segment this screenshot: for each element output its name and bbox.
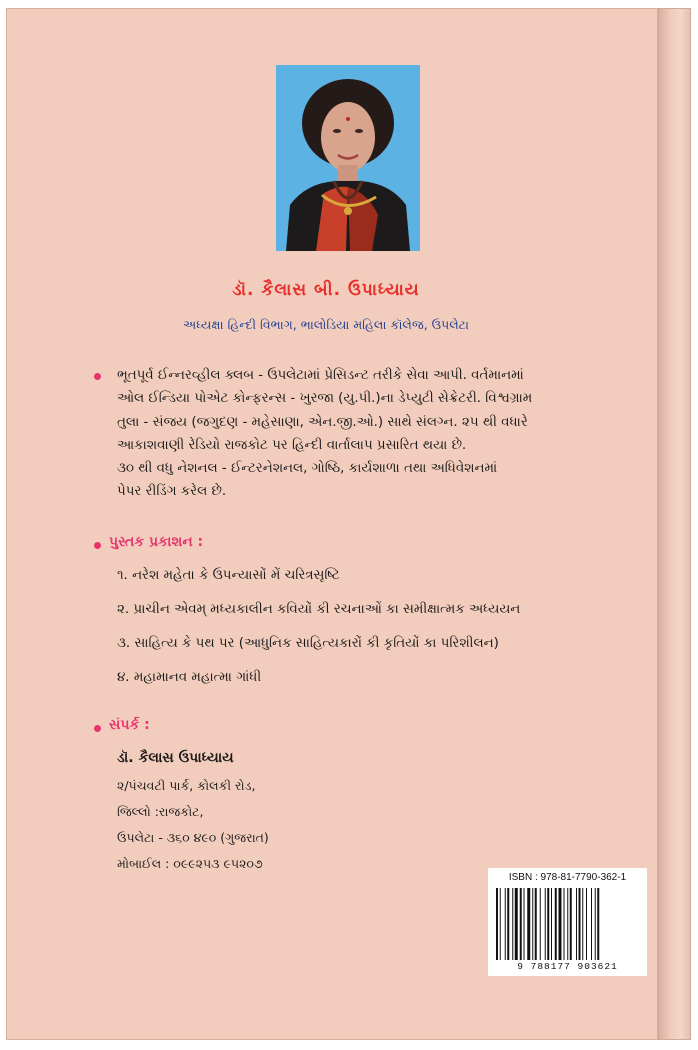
barcode-bar [582, 888, 583, 960]
publications-bullet [94, 542, 101, 549]
author-role: અધ્યક્ષા હિન્દી વિભાગ, ભાલોડિયા મહિલા કૉલેજ, ઉપલેટા [183, 317, 469, 332]
isbn-label: ISBN : 978-81-7790-362-1 [508, 872, 627, 883]
barcode-bar [595, 888, 596, 960]
barcode-bar [567, 888, 568, 960]
author-bio [117, 364, 637, 504]
isbn-barcode [488, 868, 647, 976]
publication-item: ૩. સાહિત્ય કે પથ પર (આધુનિક સાહિત્યકારોં કી કૃતિયોં કા પરિશીલન) [117, 636, 499, 651]
publication-item: ૨. પ્રાચીન એવમ્ મધ્યકાલીન કવિયોં કી રચનાઓં કા સમીક્ષાત્મક અધ્યયન [117, 602, 521, 617]
barcode-bar [515, 888, 518, 960]
barcode-bar [576, 888, 577, 960]
author-photo [276, 65, 420, 251]
barcode-bar [535, 888, 537, 960]
bio-line: ભૂતપૂર્વ ઈન્નરવ્હીલ ક્લબ - ઉપલેટામાં પ્રેસિડન્ટ તરીકે સેવા આપી. વર્તમાનમાં [117, 368, 524, 383]
barcode-bar [564, 888, 565, 960]
barcode-bar [507, 888, 509, 960]
book-spine [658, 8, 691, 1040]
barcode-bar [512, 888, 513, 960]
publication-item: ૧. નરેશ મહેતા કે ઉપન્યાસોં મેં ચરિત્રસૃષ્ટિ [117, 568, 340, 583]
publications-heading: પુસ્તક પ્રકાશન : [109, 534, 204, 550]
barcode-bar [579, 888, 581, 960]
barcode-bar [570, 888, 572, 960]
contact-heading: સંપર્ક : [109, 717, 150, 733]
address-line: ઉપલેટા - ૩૬૦ ૪૯૦ (ગુજરાત) [117, 830, 269, 845]
barcode-bar [551, 888, 552, 960]
barcode-bar [555, 888, 557, 960]
author-name: ડૉ. કૈલાસ બી. ઉપાધ્યાય [232, 280, 420, 300]
bio-line: આકાશવાણી રેડિયો રાજકોટ પર હિન્દી વાર્તાલાપ પ્રસારિત થયા છે. [117, 437, 467, 453]
barcode-bar [559, 888, 562, 960]
barcode-bar [586, 888, 587, 960]
barcode-bar [505, 888, 506, 960]
barcode-bar [532, 888, 533, 960]
barcode-bars [496, 888, 639, 960]
publication-item: ૪. મહામાનવ મહાત્મા ગાંધી [117, 670, 262, 685]
barcode-bar [520, 888, 522, 960]
contact-name: ડૉ. કૈલાસ ઉપાધ્યાય [117, 750, 234, 766]
barcode-bar [540, 888, 541, 960]
bio-line: ઓલ ઈન્ડિયા પોએટ કોન્ફરન્સ - ખુરજા (યુ.પી.)ના ડેપ્યુટી સેક્રેટરી. વિશ્વગ્રામ [117, 391, 533, 407]
barcode-bar [527, 888, 530, 960]
barcode-digits: 9 788177 903621 [517, 961, 618, 972]
bio-line: તુલા - સંજય (જગુદણ - મહેસાણા, એન.જી.ઓ.) સાથે સંલગ્ન. ૨૫ થી વધારે [117, 414, 528, 430]
barcode-bar [524, 888, 525, 960]
contact-bullet [94, 725, 101, 732]
bio-bullet [94, 373, 101, 380]
barcode-bar [591, 888, 592, 960]
barcode-bar [545, 888, 546, 960]
address-line: જિલ્લો :રાજકોટ, [117, 804, 204, 819]
bio-line: પેપર રીડિંગ કરેલ છે. [117, 484, 227, 500]
barcode-bar [496, 888, 498, 960]
phone-line: મોબાઈલ : ૦૯૯૨૫૩ ૯૫૨૦૭ [117, 856, 263, 871]
barcode-bar [500, 888, 501, 960]
address-line: ૨/પંચવટી પાર્ક, કોલકી રોડ, [117, 778, 256, 793]
barcode-bar [547, 888, 549, 960]
bio-line: ૩૦ થી વધુ નેશનલ - ઈન્ટરનેશનલ, ગોષ્ઠિ, કાર્યશાળા તથા અધિવેશનમાં [117, 461, 498, 477]
barcode-bar [597, 888, 599, 960]
